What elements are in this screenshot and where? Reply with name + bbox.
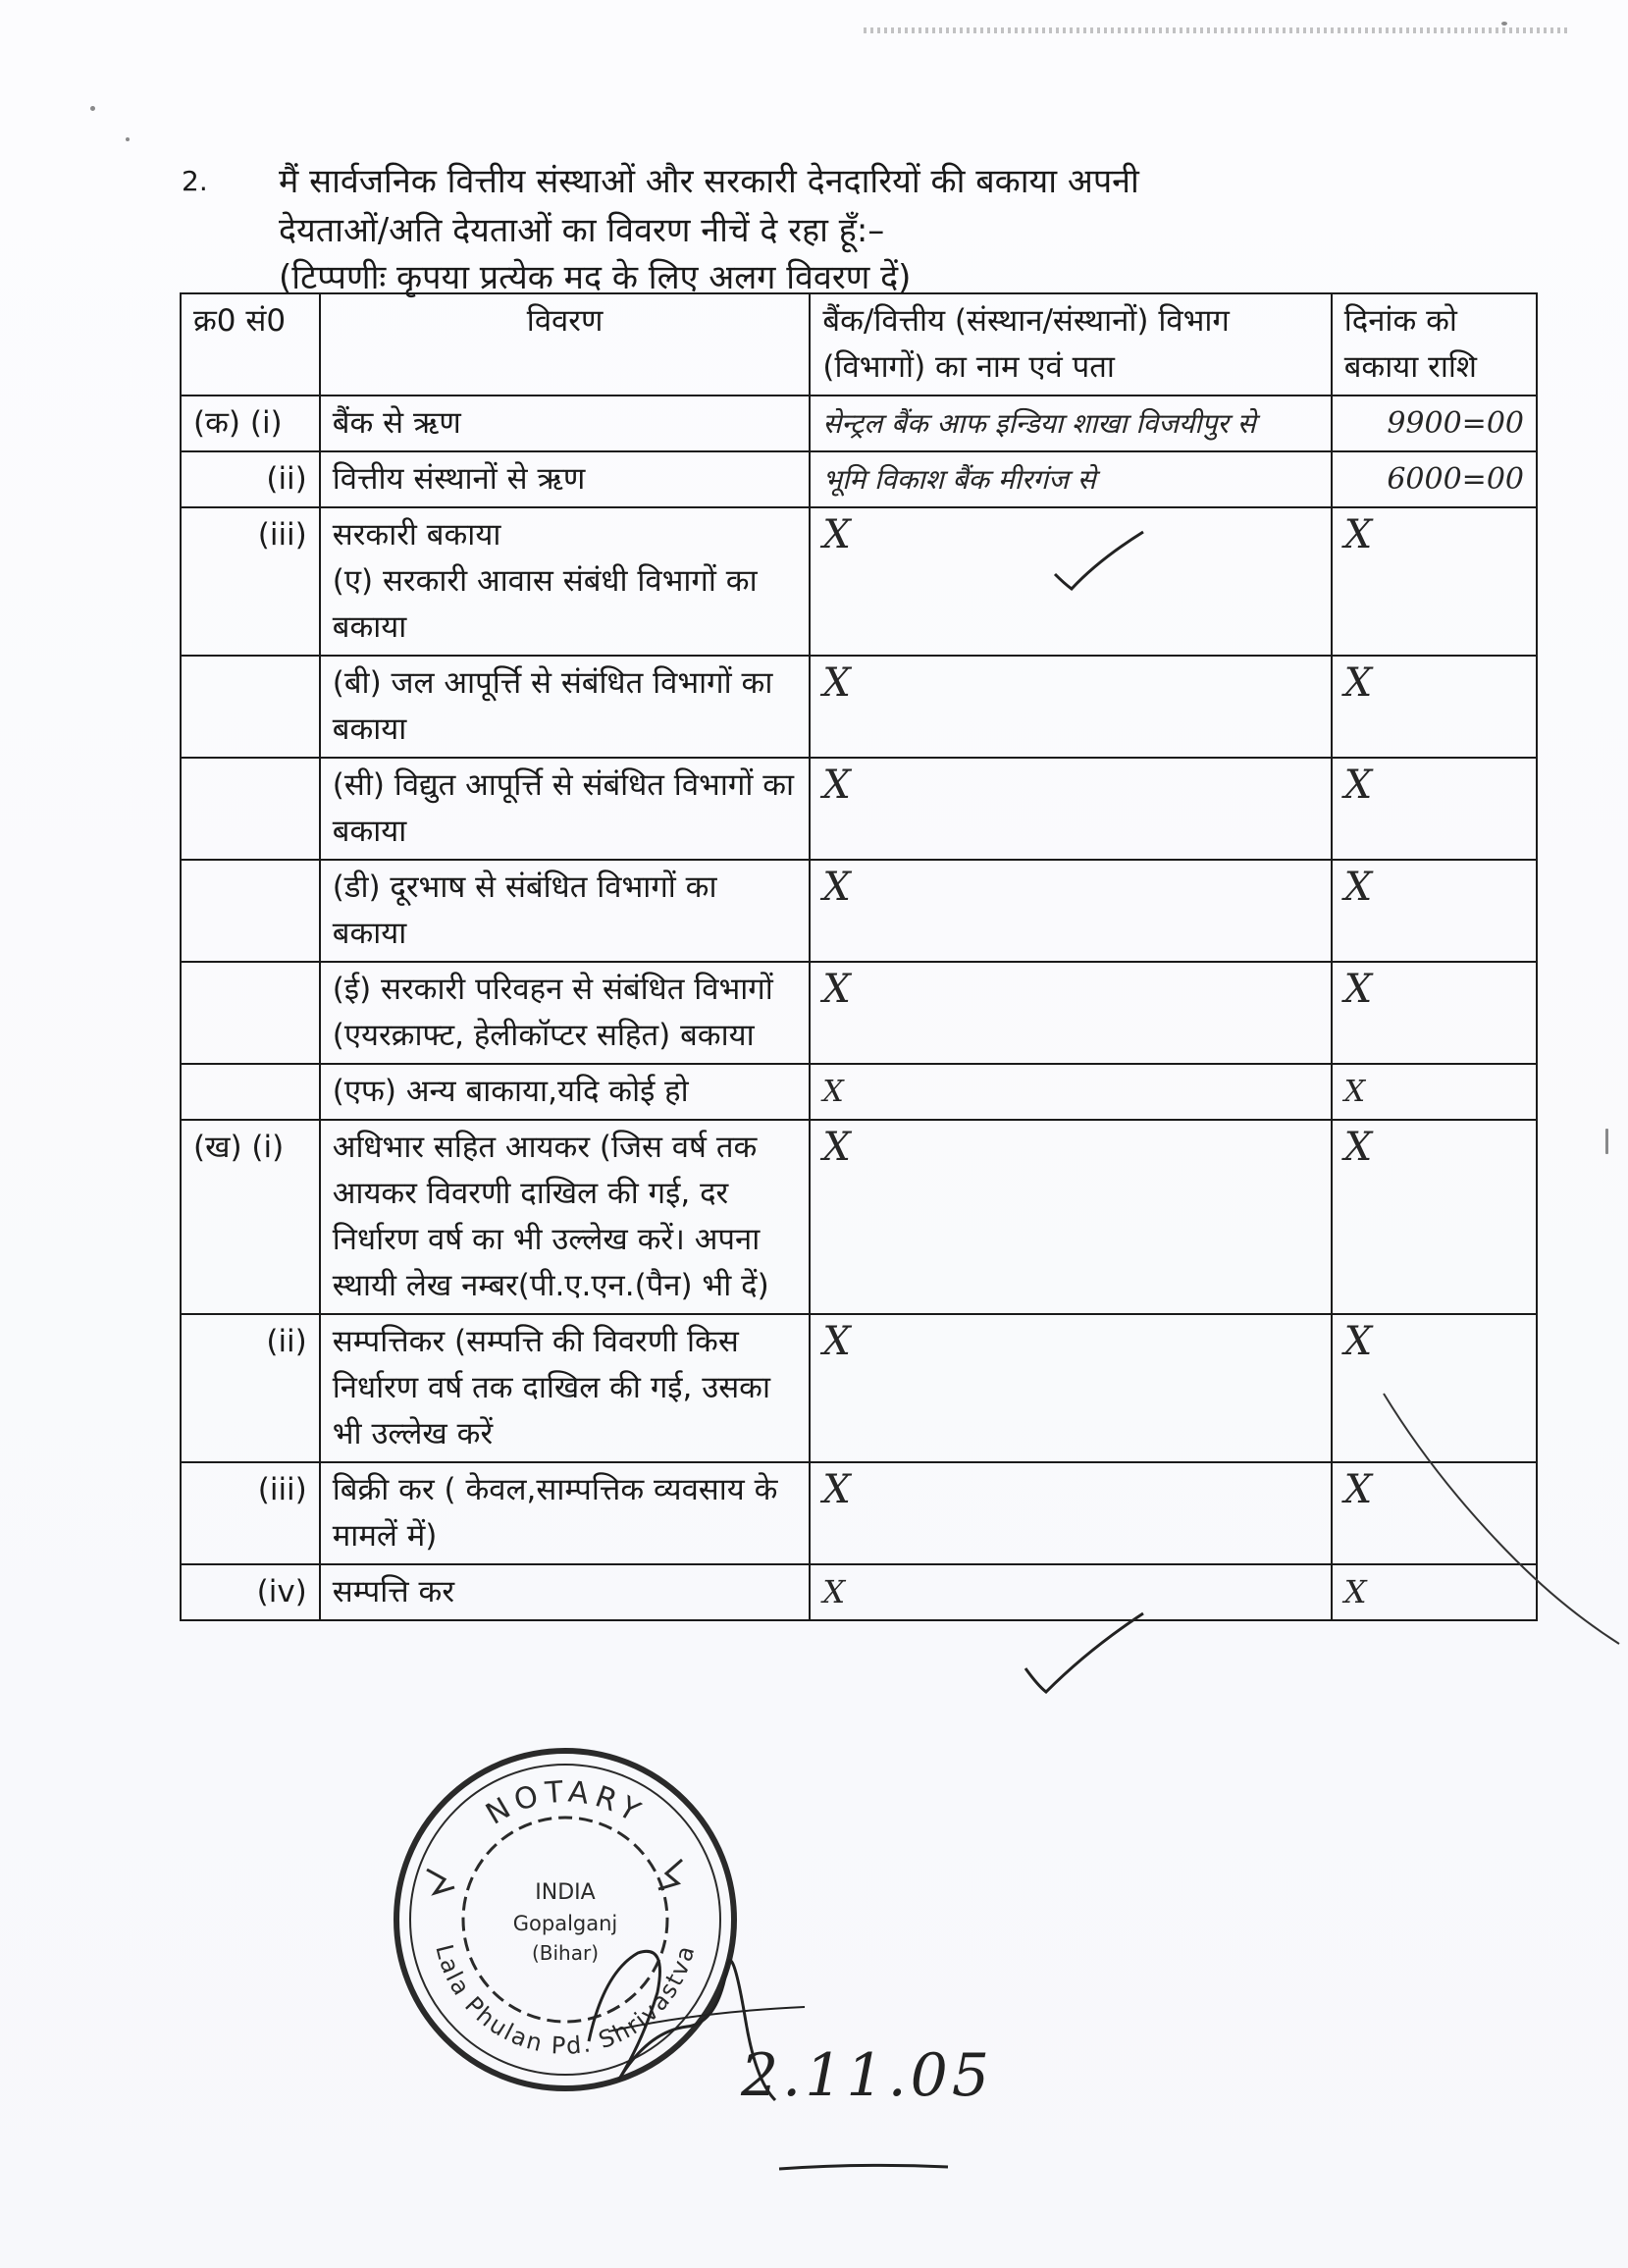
pen-stroke-icon — [1379, 1374, 1624, 1649]
underline-stroke — [775, 2159, 952, 2179]
row-amount-handwritten: 6000=00 — [1332, 451, 1537, 507]
cross-mark: X — [1332, 656, 1537, 758]
intro-line-2: देयताओं/अति देयताओं का विवरण नीचें दे रहा हूँ:– — [279, 211, 885, 250]
cross-mark: X — [810, 1564, 1331, 1620]
stamp-ring-text: Lala Phulan Pd. Shrivastva — [430, 1941, 701, 2060]
row-serial — [181, 1064, 320, 1120]
row-description: (बी) जल आपूर्त्ति से संबंधित विभागों का बकाया — [320, 656, 811, 758]
stamp-top-text: NOTARY — [480, 1774, 651, 1832]
cross-mark: X — [810, 758, 1331, 860]
row-description: (एफ) अन्य बाकाया,यदि कोई हो — [320, 1064, 811, 1120]
row-description: वित्तीय संस्थानों से ऋण — [320, 451, 811, 507]
checkmark-icon — [1021, 1609, 1148, 1698]
table-row — [181, 396, 1537, 451]
header-amount: दिनांक को बकाया राशि — [1332, 293, 1537, 396]
row-description: सम्पत्तिकर (सम्पत्ति की विवरणी किस निर्धारण वर्ष तक दाखिल की गई, उसका भी उल्लेख करें — [320, 1314, 811, 1462]
scan-speck — [1501, 22, 1507, 26]
row-amount-handwritten: 9900=00 — [1332, 396, 1537, 451]
row-serial — [181, 656, 320, 758]
stamp-center-line-1: INDIA — [535, 1880, 596, 1905]
header-serial: क्र0 सं0 — [181, 293, 320, 396]
row-description: सरकारी बकाया (ए) सरकारी आवास संबंधी विभागों का बकाया — [320, 507, 811, 656]
handwritten-date: 2.11.05 — [741, 2041, 994, 2110]
stamp-center-line-3: (Bihar) — [531, 1941, 600, 1965]
row-serial: (क) (i) — [181, 396, 320, 451]
table-row — [181, 1120, 1537, 1314]
stamp-center-line-2: Gopalganj — [512, 1912, 618, 1935]
table-row — [181, 962, 1537, 1064]
cross-mark: X — [1332, 1314, 1537, 1462]
scan-speck — [126, 137, 130, 141]
cross-mark: X — [810, 507, 1331, 656]
row-bank-handwritten: भूमि विकाश बैंक मीरगंज से — [810, 451, 1331, 507]
checkmark-icon — [1050, 530, 1148, 599]
row-bank-handwritten: सेन्ट्रल बैंक आफ इन्डिया शाखा विजयीपुर से — [810, 396, 1331, 451]
table-row — [181, 1462, 1537, 1564]
cross-mark: X — [810, 656, 1331, 758]
intro-line-1: मैं सार्वजनिक वित्तीय संस्थाओं और सरकारी देनदारियों की बकाया अपनी — [279, 162, 1139, 201]
row-description: सम्पत्ति कर — [320, 1564, 811, 1620]
cross-mark: X — [810, 1064, 1331, 1120]
header-bank: बैंक/वित्तीय (संस्थान/संस्थानों) विभाग (विभागों) का नाम एवं पता — [810, 293, 1331, 396]
intro-note: (टिप्पणीः कृपया प्रत्येक मद के लिए अलग विवरण दें) — [279, 258, 912, 297]
table-row — [181, 1064, 1537, 1120]
cross-mark: X — [1332, 1064, 1537, 1120]
table-row — [181, 507, 1537, 656]
cross-mark: X — [1332, 962, 1537, 1064]
row-description: बिक्री कर ( केवल,साम्पत्तिक व्यवसाय के मामलें में) — [320, 1462, 811, 1564]
table-header-row — [181, 293, 1537, 396]
row-serial — [181, 758, 320, 860]
table-row — [181, 758, 1537, 860]
row-serial: (iii) — [181, 1462, 320, 1564]
row-description: (ई) सरकारी परिवहन से संबंधित विभागों (एयरक्राफ्ट, हेलीकॉप्टर सहित) बकाया — [320, 962, 811, 1064]
row-description: बैंक से ऋण — [320, 396, 811, 451]
scan-speck — [90, 106, 95, 111]
row-serial: (ii) — [181, 451, 320, 507]
section-number: 2. — [182, 165, 208, 197]
cross-mark: X — [1332, 1564, 1537, 1620]
cross-mark: X — [1332, 1462, 1537, 1564]
cross-mark: X — [1332, 758, 1537, 860]
row-serial: (ii) — [181, 1314, 320, 1462]
row-description: अधिभार सहित आयकर (जिस वर्ष तक आयकर विवरणी दाखिल की गई, दर निर्धारण वर्ष का भी उल्लेख करें। अपना स्थायी लेख नम्बर(पी.ए.एन.(पैन) भी दें) — [320, 1120, 811, 1314]
table-row — [181, 860, 1537, 962]
header-description: विवरण — [320, 293, 811, 396]
cross-mark: X — [810, 962, 1331, 1064]
row-serial — [181, 860, 320, 962]
cross-mark: X — [1332, 507, 1537, 656]
row-description: (सी) विद्युत आपूर्त्ति से संबंधित विभागों का बकाया — [320, 758, 811, 860]
table-row — [181, 1314, 1537, 1462]
scan-speck — [1605, 1129, 1608, 1154]
stamp-emblem-left-icon — [427, 1870, 454, 1893]
scan-artifact-line — [864, 27, 1570, 33]
table-row — [181, 1564, 1537, 1620]
row-serial: (iii) — [181, 507, 320, 656]
cross-mark: X — [810, 1314, 1331, 1462]
row-serial — [181, 962, 320, 1064]
cross-mark: X — [810, 860, 1331, 962]
table-row — [181, 656, 1537, 758]
row-serial: (iv) — [181, 1564, 320, 1620]
cross-mark: X — [1332, 860, 1537, 962]
row-serial: (ख) (i) — [181, 1120, 320, 1314]
cross-mark: X — [810, 1462, 1331, 1564]
cross-mark: X — [1332, 1120, 1537, 1314]
liabilities-table — [180, 292, 1538, 1621]
cross-mark: X — [810, 1120, 1331, 1314]
row-description: (डी) दूरभाष से संबंधित विभागों का बकाया — [320, 860, 811, 962]
table-row — [181, 451, 1537, 507]
